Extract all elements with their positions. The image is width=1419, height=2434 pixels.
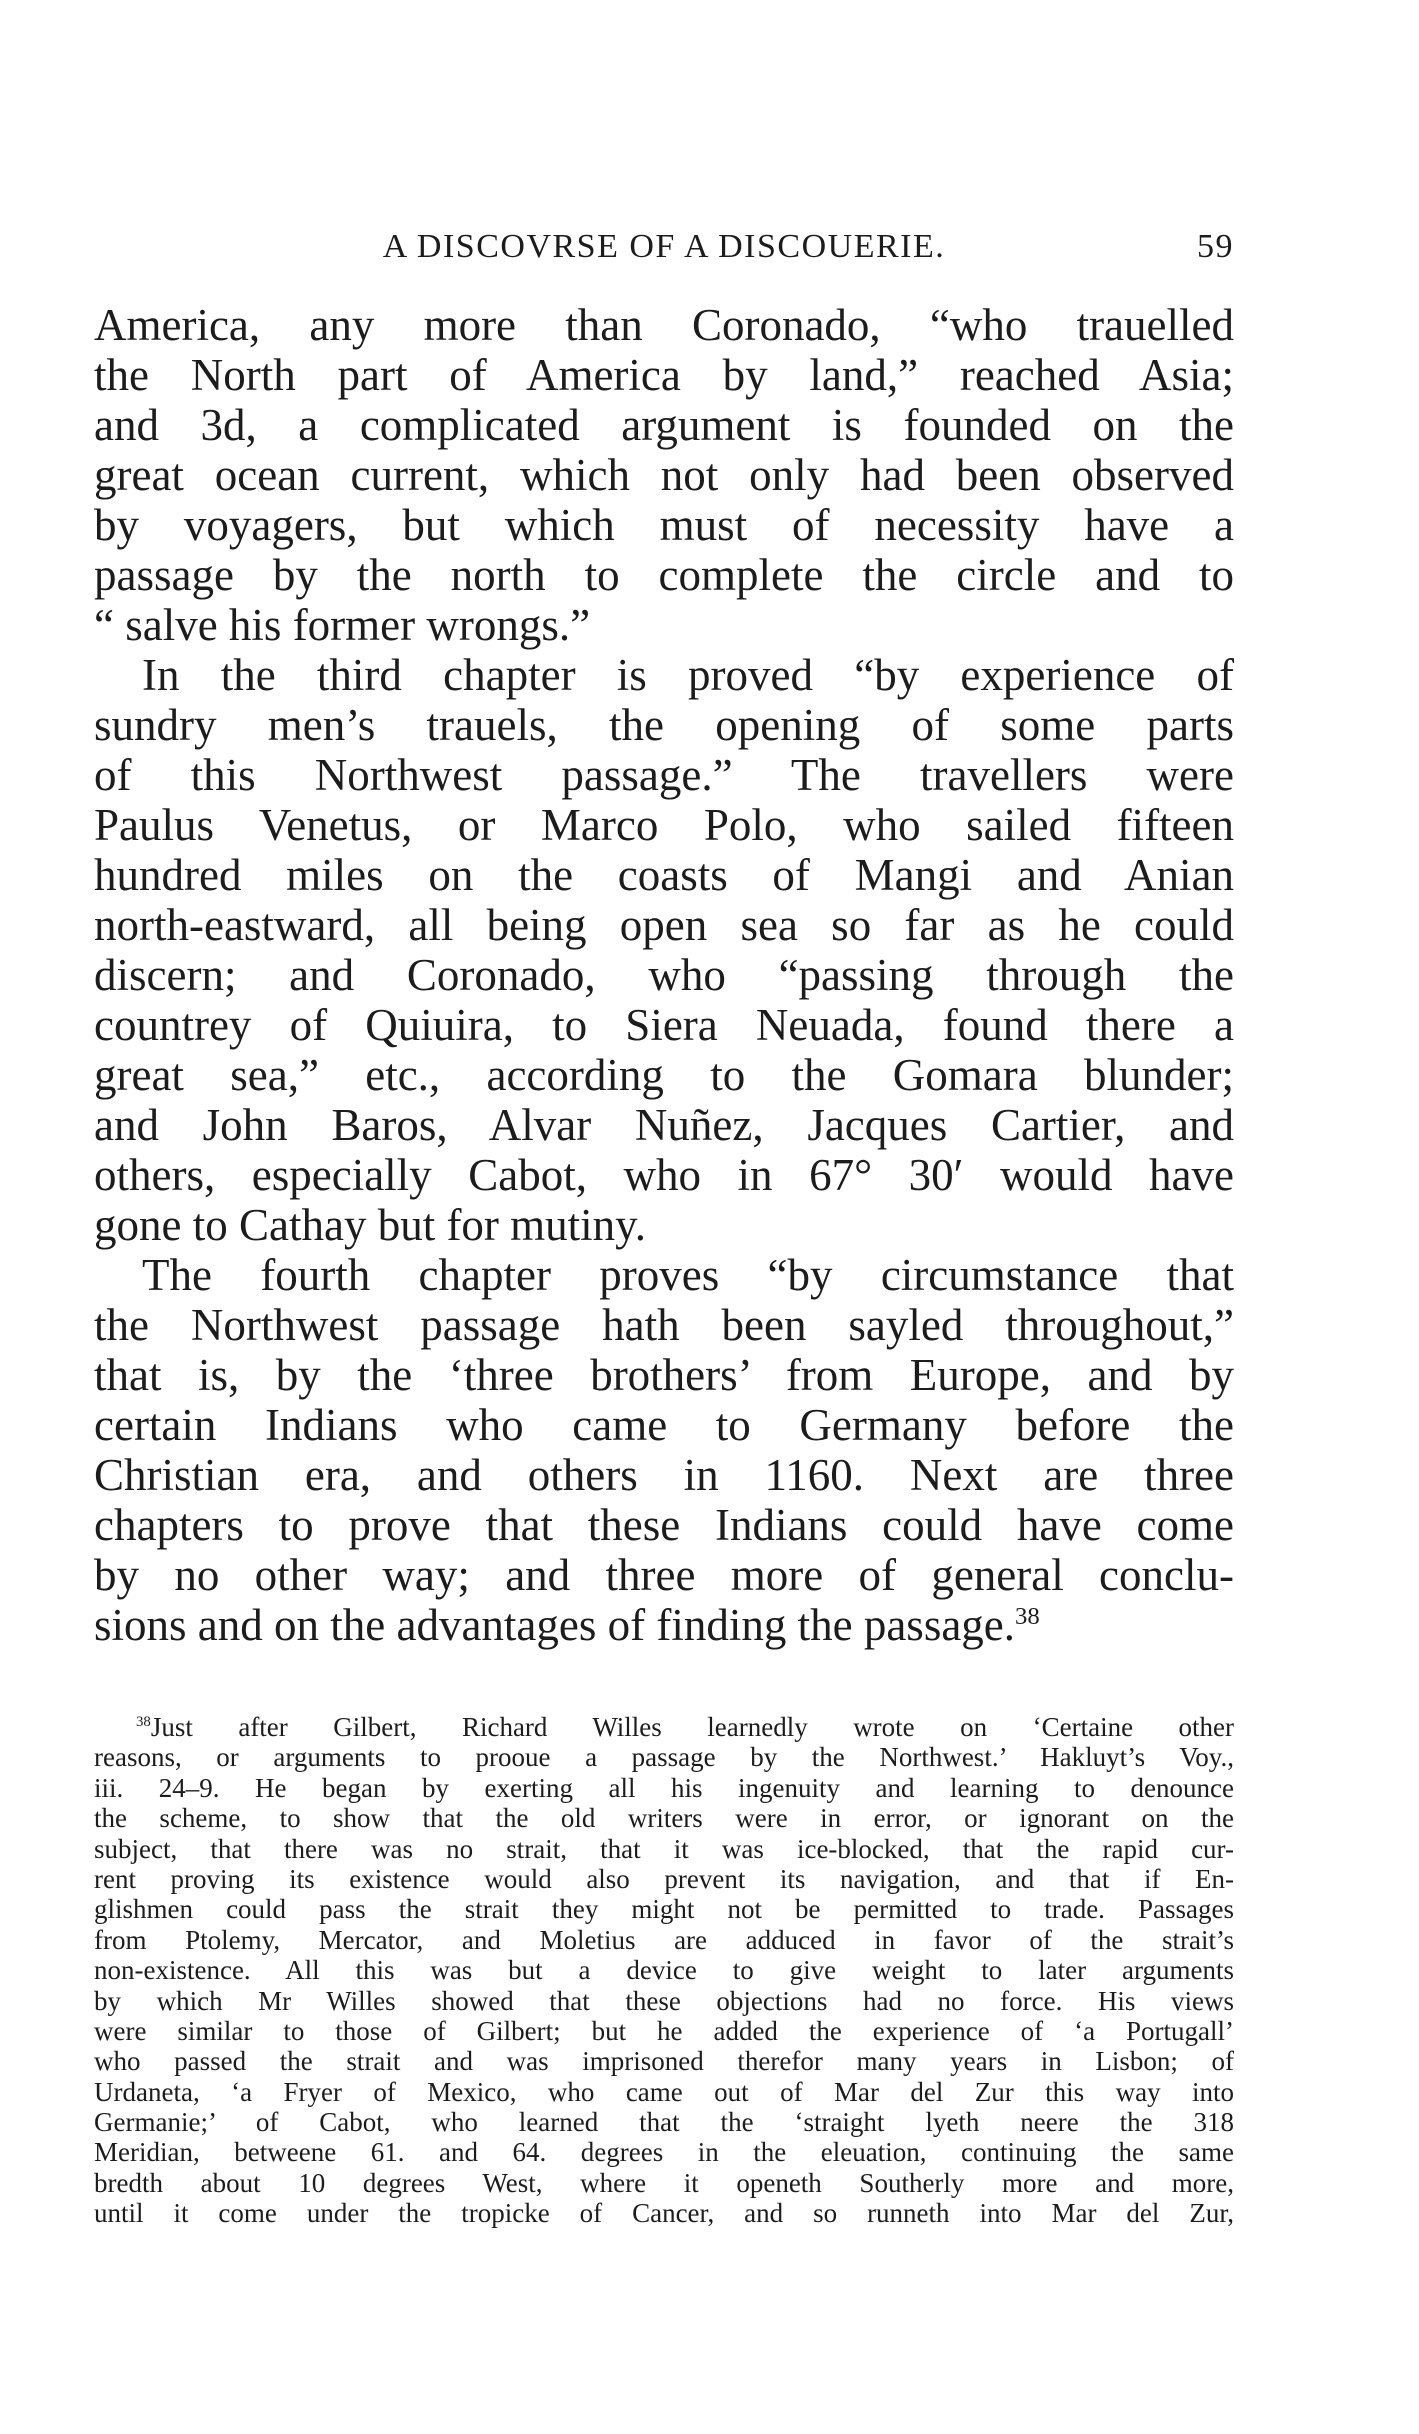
- body-line: north-eastward, all being open sea so far as he could: [94, 900, 1234, 950]
- body-line: discern; and Coronado, who “passing through the: [94, 950, 1234, 1000]
- footnote-line: by which Mr Willes showed that these objections had no force. His views: [94, 1985, 1234, 2016]
- body-line: sundry men’s trauels, the opening of some parts: [94, 700, 1234, 750]
- body-line: gone to Cathay but for mutiny.: [94, 1200, 646, 1250]
- body-line: that is, by the ‘three brothers’ from Europe, and by: [94, 1350, 1234, 1400]
- footnote-line: rent proving its existence would also prevent its navigation, and that if En-: [94, 1863, 1234, 1894]
- footnote-number: 38: [136, 1714, 151, 1730]
- body-line: In the third chapter is proved “by experience of: [142, 650, 1234, 700]
- body-line: countrey of Quiuira, to Siera Neuada, found there a: [94, 1000, 1234, 1050]
- page-number: 59: [1197, 228, 1234, 265]
- body-line: and 3d, a complicated argument is founded on the: [94, 400, 1234, 450]
- footnote-line: iii. 24–9. He began by exerting all his ingenuity and learning to denounce: [94, 1772, 1234, 1803]
- footnote-line: until it come under the tropicke of Cancer, and so runneth into Mar del Zur,: [94, 2198, 1234, 2229]
- footnote-line: glishmen could pass the strait they might not be permitted to trade. Passages: [94, 1894, 1234, 1925]
- footnotes: [94, 1712, 1234, 2229]
- body-line: great ocean current, which not only had been observed: [94, 450, 1234, 500]
- body-line: the North part of America by land,” reached Asia;: [94, 350, 1234, 400]
- footnote-line: bredth about 10 degrees West, where it openeth Southerly more and more,: [94, 2167, 1234, 2198]
- body-line: the Northwest passage hath been sayled throughout,”: [94, 1300, 1234, 1350]
- body-line: certain Indians who came to Germany before the: [94, 1400, 1234, 1450]
- body-line: “ salve his former wrongs.”: [94, 600, 591, 650]
- footnote-line: subject, that there was no strait, that it was ice-blocked, that the rapid cur-: [94, 1833, 1234, 1864]
- footnote-line: from Ptolemy, Mercator, and Moletius are adduced in favor of the strait’s: [94, 1924, 1234, 1955]
- footnote-line: Meridian, betweene 61. and 64. degrees in the eleuation, continuing the same: [94, 2137, 1234, 2168]
- body-line: by voyagers, but which must of necessity have a: [94, 500, 1234, 550]
- footnote-reference[interactable]: 38: [1015, 1603, 1040, 1630]
- body-line: Paulus Venetus, or Marco Polo, who sailed fifteen: [94, 800, 1234, 850]
- body-line: Christian era, and others in 1160. Next are three: [94, 1450, 1234, 1500]
- body-line: America, any more than Coronado, “who trauelled: [94, 300, 1234, 350]
- body-line: The fourth chapter proves “by circumstance that: [142, 1250, 1234, 1300]
- body-line: others, especially Cabot, who in 67° 30′ would have: [94, 1150, 1234, 1200]
- footnote-line: reasons, or arguments to prooue a passage by the Northwest.’ Hakluyt’s Voy.,: [94, 1742, 1234, 1773]
- body-line: and John Baros, Alvar Nuñez, Jacques Cartier, and: [94, 1100, 1234, 1150]
- body-line: hundred miles on the coasts of Mangi and Anian: [94, 850, 1234, 900]
- footnote-line: were similar to those of Gilbert; but he added the experience of ‘a Portugall’: [94, 2015, 1234, 2046]
- body-line: chapters to prove that these Indians could have come: [94, 1500, 1234, 1550]
- body-line: by no other way; and three more of general conclu-: [94, 1550, 1234, 1600]
- body-line-text: sions and on the advantages of finding the passage.: [94, 1600, 1016, 1650]
- body-line: great sea,” etc., according to the Gomara blunder;: [94, 1050, 1234, 1100]
- footnote-line: Urdaneta, ‘a Fryer of Mexico, who came out of Mar del Zur this way into: [94, 2076, 1234, 2107]
- footnote-line: the scheme, to show that the old writers were in error, or ignorant on the: [94, 1803, 1234, 1834]
- body-text: [94, 300, 1234, 1650]
- body-line: passage by the north to complete the circle and to: [94, 550, 1234, 600]
- footnote-line: who passed the strait and was imprisoned therefor many years in Lisbon; of: [94, 2046, 1234, 2077]
- footnote-line: [94, 1712, 1234, 1742]
- footnote-line: Germanie;’ of Cabot, who learned that the ‘straight lyeth neere the 318: [94, 2107, 1234, 2138]
- running-head: [94, 228, 1234, 278]
- footnote-text: Just after Gilbert, Richard Willes learnedly wrote on ‘Certaine other: [150, 1712, 1234, 1742]
- footnote-line: non-existence. All this was but a device to give weight to later arguments: [94, 1955, 1234, 1986]
- body-line-last: [94, 1600, 1234, 1650]
- body-line: of this Northwest passage.” The travellers were: [94, 750, 1234, 800]
- running-title: A DISCOVRSE OF A DISCOUERIE.: [382, 228, 946, 265]
